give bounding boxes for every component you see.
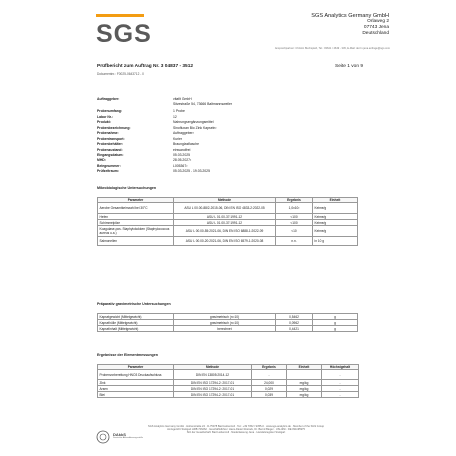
table-row [98, 370, 359, 380]
param-cell: Zink [98, 380, 174, 386]
info-key: Probenbehälter: [97, 142, 123, 147]
method-cell: DIN EN ISO 17294-2: 2017-01 [174, 380, 252, 386]
unit-cell: mg/kg [287, 380, 322, 386]
unit-cell: Keime/g [313, 214, 358, 220]
report-title: Prüfbericht zum Auftrag Nr. 3 04837 - 3512 [97, 64, 194, 69]
method-cell: DIN EN ISO 17294-2: 2017-01 [174, 386, 252, 392]
unit-cell [287, 370, 322, 380]
max-cell: - [322, 380, 359, 386]
info-value: 05.03.2025 [173, 153, 190, 158]
company-city: 07743 Jena [363, 25, 389, 30]
method-cell: gravimetrisch (n=10) [174, 320, 276, 326]
param-cell: Salmonellen [98, 237, 174, 246]
info-key: Labor Nr.: [97, 114, 114, 119]
method-cell: ASU L 00.00-88/2-2015-06, DIN EN ISO 4833-2:2022-05 [174, 203, 276, 214]
unit-cell: g [313, 326, 358, 332]
dakks-logo: DAkkS [113, 432, 126, 437]
result-cell: 0,029 [252, 386, 287, 392]
grav-table [97, 313, 358, 332]
info-value: 05.03.2025 - 19.03.2025 [173, 169, 210, 174]
param-cell: Probenvorbereitung HNO3 Druckaufschluss [98, 370, 174, 380]
method-cell: ASU L 01.00-37:1991-12 [174, 214, 276, 220]
info-value: 28.05.2027² [173, 158, 192, 163]
method-cell: ASU L 01.00-37:1991-12 [174, 220, 276, 226]
info-key: Probentransport: [97, 136, 125, 141]
col-unit: Einheit [313, 198, 358, 203]
company-street: Orlaweg 2 [367, 19, 389, 24]
page-number: Seite 1 von 9 [335, 64, 364, 69]
footer-line: Sitz der Gesellschaft: Bad Liebenzell · Niederlassung Jena · Handelsregister Stuttgart [186, 431, 286, 435]
info-key: Produkt: [97, 120, 111, 125]
param-cell: Koagulase-pos. Staphylokokken (Staphylococcus aureus u.a.) [98, 226, 174, 237]
micro-section-title: Mikrobiologische Untersuchungen [97, 186, 157, 190]
param-cell: Kapselhülle (Mittelgewicht) [98, 320, 174, 326]
max-cell: - [322, 386, 359, 392]
sgs-logo [96, 14, 152, 48]
table-row [98, 392, 359, 398]
result-cell: 24,000 [252, 380, 287, 386]
max-cell: - [322, 392, 359, 398]
company-country: Deutschland [362, 31, 389, 36]
unit-cell: g [313, 320, 358, 326]
param-cell: Schimmelpilze [98, 220, 174, 226]
col-result: Ergebnis [276, 198, 313, 203]
info-key [97, 102, 173, 107]
col-unit: Einheit [287, 365, 322, 370]
logo-stripe [96, 14, 144, 17]
result-cell: 0,4421 [276, 326, 313, 332]
info-row [97, 169, 232, 174]
col-method: Methode [174, 198, 276, 203]
micro-table [97, 197, 358, 246]
sample-info [97, 97, 232, 175]
info-value: Braunglasflasche [173, 142, 200, 147]
param-cell: Kapselinhalt (Mittelgewicht) [98, 326, 174, 332]
param-cell: Kapselgewicht (Mittelgewicht) [98, 314, 174, 320]
info-value: Sinofluxan Bio Zink Kapseln² [173, 125, 217, 130]
col-parameter: Parameter [98, 198, 174, 203]
info-value: Sitzestraße 54, 73666 Baltmannsweiler [173, 102, 232, 107]
col-parameter: Parameter [98, 365, 174, 370]
table-row [98, 237, 358, 246]
info-key: Probenahme: [97, 131, 119, 136]
unit-cell: g [313, 314, 358, 320]
footer [96, 425, 376, 435]
footer-line: SGS Analytics Germany GmbH · Hohenstraße 24 · D-75378 Bad Liebenzell · Tel.: +49 7052 / 9355-0 · www.sgs-analytics.de · Member of the SGS Group [147, 425, 325, 428]
info-row [97, 102, 232, 107]
method-cell: DIN EN 13805:2014-12 [174, 370, 252, 380]
result-cell: 1,0x10² [276, 203, 313, 214]
method-cell: gravimetrisch (n=10) [174, 314, 276, 320]
info-key: Probenzustand: [97, 147, 123, 152]
elem-table [97, 364, 359, 398]
unit-cell: mg/kg [287, 386, 322, 392]
method-cell: ASU L 00.00-20:2021-06, DIN EN ISO 6579-1:2020-08 [174, 237, 276, 246]
col-result: Ergebnis [252, 365, 287, 370]
col-method: Methode [174, 365, 252, 370]
info-key: Probenbezeichnung: [97, 125, 131, 130]
result-cell: 0,039 [252, 392, 287, 398]
info-value: einwandfrei [173, 147, 191, 152]
info-value: Kurier [173, 136, 183, 141]
dakks-subtitle: Deutsche Akkreditierungsstelle [113, 437, 143, 439]
result-cell: <100 [276, 214, 313, 220]
info-value: 1 Probe [173, 109, 185, 114]
result-cell: <100 [276, 220, 313, 226]
param-cell: Hefen [98, 214, 174, 220]
result-cell: - [252, 370, 287, 380]
unit-cell: Keime/g [313, 226, 358, 237]
info-value: Nahrungsergänzungsmittel [173, 120, 214, 125]
table-row [98, 226, 358, 237]
company-name: SGS Analytics Germany GmbH [311, 13, 389, 19]
info-value: 12 [173, 114, 177, 119]
max-cell: - [322, 370, 359, 380]
result-cell: 0,0962 [276, 320, 313, 326]
table-row [98, 326, 358, 332]
contact-line: Ansprechpartner: Christin Buchspieß, Tel.: 03641 / 4649 - 345, E-Mail: de.hn.jena.anfrage@sgs.com [274, 47, 390, 50]
table-row [98, 203, 358, 214]
result-cell: n.n. [276, 237, 313, 246]
elem-section-title: Ergebnisse der Elementmessungen [97, 353, 158, 357]
info-key: Prüfzeitraum: [97, 169, 119, 174]
col-max: Höchstgehalt [322, 365, 359, 370]
grav-section-title: Präparativ gravimetrische Untersuchungen [97, 302, 171, 306]
info-value: Auftraggeber² [173, 131, 194, 136]
company-address [311, 13, 389, 37]
info-key: Belegnummer: [97, 163, 121, 168]
info-key: Eingangsdatum: [97, 153, 124, 158]
param-cell: Aerobe Gesamtkeimzahl bei 30°C [98, 203, 174, 214]
method-cell: berechnet [174, 326, 276, 332]
result-cell: 0,5462 [276, 314, 313, 320]
info-key: Probenumfang: [97, 109, 123, 114]
info-key: MHD: [97, 158, 106, 163]
method-cell: ASU L 00.00-55:2021-06, DIN EN ISO 6888-1:2022-09 [174, 226, 276, 237]
result-cell: <10 [276, 226, 313, 237]
method-cell: DIN EN ISO 17294-2: 2017-01 [174, 392, 252, 398]
info-value: vitafit GmbH [173, 97, 192, 101]
logo-text: SGS [96, 20, 152, 48]
param-cell: Arsen [98, 386, 174, 392]
unit-cell: Keime/g [313, 203, 358, 214]
footer-line: Amtsgericht Stuttgart HRB 726262 · Geschäftsführer: Hans-Dieter Rostock, Dr. Bernd Bieger · USt-IdNr.: DE 811195975 [167, 428, 305, 432]
info-key: Auftraggeber: [97, 97, 120, 101]
info-value: L005367² [173, 163, 188, 168]
param-cell: Blei [98, 392, 174, 398]
unit-cell: in 10 g [313, 237, 358, 246]
unit-cell: Keime/g [313, 220, 358, 226]
document-number: Dokumentnr.: F0025-0643712 - 0 [97, 72, 144, 76]
unit-cell: mg/kg [287, 392, 322, 398]
